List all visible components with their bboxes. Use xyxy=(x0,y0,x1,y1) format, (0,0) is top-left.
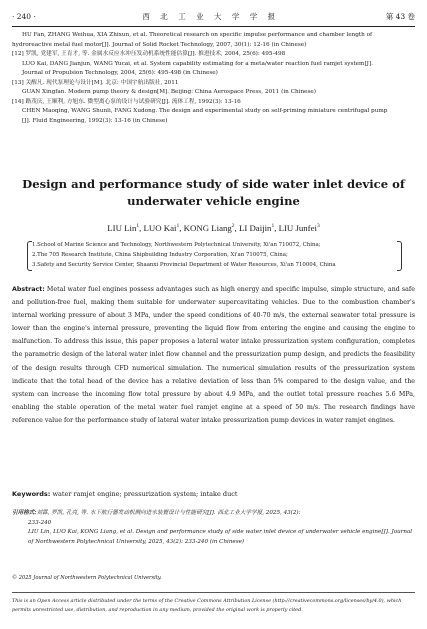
reference-list xyxy=(12,31,415,126)
author-name xyxy=(184,223,235,233)
reference-line: LUO Kai, DANG Jianjun, WANG Yucai, et al. System capability estimating for a meta/water reaction fuel ramjet system[J]. xyxy=(22,60,373,67)
author-text: KONG Liang xyxy=(183,223,232,233)
citation-pages: 233-240 xyxy=(28,519,52,526)
reference-line: [J]. Fluid Engineering, 1992(3): 13-16 (in Chinese) xyxy=(22,117,168,124)
author-text: LUO Kai xyxy=(143,223,177,233)
citation-en: LIU Lin, LUO Kai, KONG Liang, et al. Design and performance study of side water inlet device of underwater vehicle engine[J]. Journal of Northwestern Polytechnical University, 2025, 43(2): 233-240 (in Chinese) xyxy=(28,529,413,545)
volume-label: 第 43 卷 xyxy=(385,11,415,21)
keywords xyxy=(12,490,415,498)
affiliation-item: 2.The 705 Research Institute, China Shipbuilding Industry Corporation, Xi'an 710075, China; xyxy=(32,252,288,258)
keywords-text: water ramjet engine; pressurization system; intake duct xyxy=(52,490,238,498)
author-text: LIU Lin xyxy=(107,223,137,233)
author-name xyxy=(239,223,274,233)
reference-line: [14] 路茂庆, 王顺利, 方旭东. 微型离心泵的设计与试验研究[J]. 流体工程, 1992(3): 13-16 xyxy=(12,98,241,105)
article-title xyxy=(12,176,415,210)
author-affiliation-mark: 2 xyxy=(231,223,235,230)
author-name xyxy=(279,223,320,233)
citation-block xyxy=(12,509,415,547)
page-number: · 240 · xyxy=(12,11,36,21)
affiliation-item: 1.School of Marine Science and Technology, Northwestern Polytechnical University, Xi'an 710072, China; xyxy=(32,242,321,248)
reference-line: [13] 关醒凡. 现代泵理论与设计[M]. 北京: 中国宇航出版社, 2011 xyxy=(12,79,179,86)
copyright-notice: © 2025 Journal of Northwestern Polytechnical University. xyxy=(12,575,162,581)
reference-line: HU Fan, ZHANG Weihua, XIA Zhixun, et al. Theoretical research on specific impulse performance and chamber length of xyxy=(22,32,373,38)
reference-line: CHEN Maoqing, WANG Shunli, FANG Xudong. The design and experimental study on self-priming miniature centrifugal pump xyxy=(22,108,388,114)
author-affiliation-mark: 1 xyxy=(271,223,275,230)
author-name xyxy=(107,223,139,233)
footer-rule xyxy=(12,592,415,593)
author-list: LIU Lin$^1$, LUO Kai$^1$, KONG Liang$^2$, LI Daijin$^1$, LIU Junfei$^3$ xyxy=(107,223,320,233)
author-affiliation-mark: 1 xyxy=(136,223,140,230)
author-text: LIU Junfei xyxy=(278,223,317,233)
license-line: This is an Open Access article distributed under the terms of the Creative Commons Attribution License (http://creativecommons.org/licenses/by/4.0), which xyxy=(12,598,402,604)
author-affiliation-mark: 1 xyxy=(176,223,180,230)
citation-label: 引用格式: xyxy=(12,510,37,516)
header-rule xyxy=(12,26,415,27)
left-brace xyxy=(27,241,32,271)
reference-line: [12] 罗凯, 党建军, 王育才, 等. 金属水反应水冲压发动机系统性能估算[J]. 推进技术, 2004, 25(6): 495-498 xyxy=(12,51,286,57)
license-line: permits unrestricted use, distribution, and reproduction in any medium, provided the original work is properly cited. xyxy=(12,606,303,613)
reference-line: GUAN Xingfan. Modern pump theory & design[M]. Beijing: China Aerospace Press, 2011 (in Chinese) xyxy=(22,89,316,95)
author-text: LI Daijin xyxy=(238,223,272,233)
citation-cn: 刘霖, 罗凯, 孔亮, 等. 水下航行器发动机侧向进水装置设计与性能研究[J]. 西北工业大学学报, 2025, 43(2): xyxy=(36,510,301,516)
journal-title: 西 北 工 业 大 学 学 报 xyxy=(142,11,280,21)
affiliations xyxy=(32,240,397,270)
license-notice xyxy=(12,597,415,614)
reference-line: hydroreactive metal fuel motor[J]. Journal of Solid Rocket Technology, 2007, 30(1): 12-16 (in Chinese) xyxy=(12,41,307,48)
running-header xyxy=(12,9,415,23)
abstract xyxy=(12,283,415,427)
abstract-label: Abstract: xyxy=(12,286,45,293)
author-name xyxy=(144,223,180,233)
title-line: underwater vehicle engine xyxy=(127,194,300,208)
right-brace xyxy=(397,241,402,271)
reference-line: Journal of Propulsion Technology, 2004, 25(6): 495-498 (in Chinese) xyxy=(22,70,218,76)
abstract-text: Metal water fuel engines possess advantages such as high energy and specific impulse, simple structure, and safe and pollution-free fuel, making them suitable for underwater supercavitating vehicles. Due to the combustion chamber's internal working pressure of about 3 MPa, under the speed conditions of 40-70 m/s, the external seawater total pressure is lower than the engine's internal pressure, preventing the liquid flow from entering the engine and causing the engine to malfunction. To address this issue, this paper proposes a lateral water intake pressurization system configuration, completes the parametric design of the lateral water inlet flow channel and the pressurization pump design, and predicts the feasibility of the design results through CFD numerical simulation. The numerical simulation results of the pressurization system indicate that the total head of the device has a relative deviation of less than 5% compared to the design value, and the system can increase the incoming flow total pressure by about 4.9 MPa, and the outlet total pressure reaches 5.6 MPa, enabling the stable operation of the metal water fuel ramjet engine at a speed of 50 m/s. The research findings have reference value for the performance study of lateral water intake pressurization pump devices in water ramjet engines. xyxy=(12,286,415,424)
title-line: Design and performance study of side water inlet device of xyxy=(22,177,405,191)
keywords-label: Keywords: xyxy=(12,490,51,498)
affiliation-item: 3.Safety and Security Service Center, Shaanxi Provincial Department of Water Resources, Xi'an 710004, China xyxy=(32,262,336,268)
author-affiliation-mark: 3 xyxy=(316,223,320,230)
